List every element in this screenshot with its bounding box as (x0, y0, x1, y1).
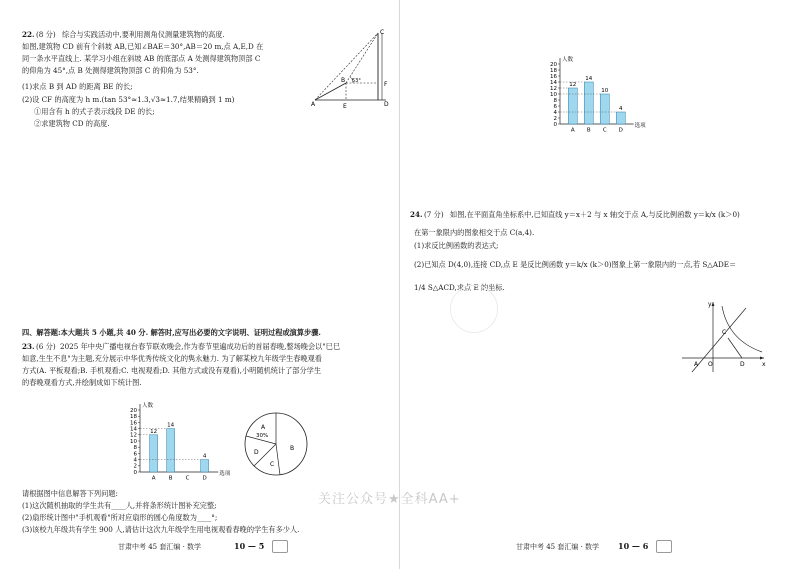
q23-number: 23. (22, 342, 35, 351)
q24-part1: (1)求反比例函数的表达式; (414, 241, 499, 250)
label-F: F (384, 81, 388, 88)
q23-part3: (3)该校九年级共有学生 900 人,请估计这次九年级学生用电视观看春晚的学生有多少人. (22, 525, 300, 534)
y-axis-label: 人数 (562, 57, 574, 63)
y-tick-label: 2 (133, 463, 137, 470)
x-axis-label: 选项 (219, 471, 231, 477)
y-tick-label: 16 (130, 420, 137, 427)
x-tick-label: C (185, 475, 190, 482)
y-tick-label: 20 (130, 407, 137, 414)
y-tick-label: 4 (133, 457, 137, 464)
q24-score: (7 分) (424, 210, 444, 219)
x-tick-label: C (602, 127, 607, 134)
label-D: D (384, 101, 389, 108)
q22-line-3: 同一条水平直线上. 某学习小组在斜坡 AB 的底部点 A 处测得建筑物顶部 C (22, 54, 261, 63)
y-tick-label: 10 (130, 438, 137, 445)
y-tick-label: 12 (550, 85, 557, 92)
data-label-B: 14 (167, 422, 175, 429)
y-tick-label: 0 (133, 469, 137, 476)
q23-part2: (2)扇形统计图中"手机观看"所对应扇形的圆心角度数为____°; (22, 513, 218, 522)
q22-line-4: 的仰角为 45°,点 B 处测得建筑物顶部 C 的仰角为 53°. (22, 66, 199, 75)
label-angle: 53° (352, 78, 361, 84)
x-tick-label: D (618, 127, 623, 134)
y-axis-label: 人数 (142, 403, 154, 409)
right-page (400, 0, 800, 569)
watermark-text: 关注公众号★全科AA+ (318, 492, 461, 507)
q24-part2-cont: 1/4 S△ACD,求点 E 的坐标. (414, 283, 505, 292)
q24-line-2: 在第一象限内的图象相交于点 C(a,4). (414, 228, 535, 237)
footer-left-logo (272, 540, 288, 553)
footer-left-page: 10 — 5 (234, 541, 265, 551)
graph-label-O: O (708, 361, 713, 368)
q22-part1: (1)求点 B 到 AD 的距离 BE 的长; (22, 82, 133, 91)
bar-A (568, 88, 577, 124)
q23-part1: (1)这次随机抽取的学生共有____人,并将条形统计图补充完整; (22, 501, 217, 510)
y-tick-label: 6 (133, 451, 137, 458)
bar-C (600, 94, 609, 124)
q22-line-1: 综合与实践活动中,要利用测角仪测量建筑物的高度. (62, 30, 225, 39)
pie-label-A: A (261, 424, 266, 431)
x-tick-label: A (570, 127, 575, 134)
q22-line-2: 如图,建筑物 CD 前有个斜坡 AB,已知∠BAE＝30°,AB＝20 m,点 A,E,D 在 (22, 42, 264, 51)
data-label-D: 4 (202, 453, 207, 460)
pie-label-B: B (290, 445, 295, 452)
data-label-D: 4 (619, 106, 623, 112)
q23-line-3: 方式(A. 平板观看;B. 手机观看;C. 电视观看;D. 其他方式或没有观看),小明随机统计了部分学生 (22, 366, 322, 375)
bar-B (167, 429, 175, 472)
label-C: C (380, 29, 385, 36)
q24-line-1: 如图,在平面直角坐标系中,已知直线 y＝x＋2 与 x 轴交于点 A,与反比例函数 y＝k/x (k＞0) (450, 210, 740, 219)
graph-label-D: D (740, 361, 745, 368)
y-tick-label: 4 (553, 109, 557, 116)
completed-bar-chart (542, 56, 646, 136)
label-A: A (311, 101, 316, 108)
y-tick-label: 8 (133, 445, 137, 452)
y-tick-label: 20 (550, 61, 557, 68)
q22-number: 22. (22, 30, 35, 39)
q23-score: (6 分) (36, 342, 56, 351)
x-tick-label: B (168, 475, 173, 482)
x-tick-label: D (202, 475, 207, 482)
section4-heading: 四、解答题:本大题共 5 小题,共 40 分. 解答时,应写出必要的文字说明、证明过程或演算步骤. (22, 328, 321, 337)
y-tick-label: 14 (130, 426, 137, 433)
y-tick-label: 10 (550, 91, 557, 98)
graph-label-x: x (762, 361, 766, 368)
data-label-B: 14 (585, 76, 593, 82)
y-tick-label: 12 (130, 432, 137, 439)
bar-B (584, 82, 593, 124)
y-tick-label: 2 (553, 115, 557, 122)
footer-left-title: 甘肃中考 45 套汇编 · 数学 (118, 543, 202, 551)
q23-bar-chart (118, 398, 238, 484)
y-tick-label: 0 (553, 121, 557, 128)
graph-label-A: A (694, 361, 699, 368)
graph-label-y: y (708, 301, 712, 308)
data-label-C: 10 (601, 88, 609, 94)
x-tick-label: B (586, 127, 591, 134)
y-tick-label: 14 (550, 79, 557, 86)
graph-label-C: C (722, 329, 727, 336)
q22-part2-1: ①用含有 h 的式子表示线段 DE 的长; (34, 107, 155, 116)
q24-number: 24. (410, 210, 423, 219)
q24-coordinate-graph (678, 300, 768, 376)
bar-D (201, 460, 209, 472)
data-label-A: 12 (569, 82, 577, 88)
footer-right-logo (656, 540, 672, 553)
q23-instruction: 请根据图中信息解答下列问题: (22, 489, 118, 498)
footer-right-title: 甘肃中考 45 套汇编 · 数学 (516, 543, 600, 551)
q22-part2-2: ②求建筑物 CD 的高度. (34, 119, 110, 128)
y-tick-label: 6 (553, 103, 557, 110)
q22-geometry-figure (310, 28, 396, 114)
q23-pie-chart (242, 410, 312, 480)
x-tick-label: A (151, 475, 156, 482)
q23-line-2: 如意,生生不息"为主题,充分展示中华优秀传统文化的隽永魅力. 为了解某校九年级学生春晚观看 (22, 354, 322, 363)
q23-line-1: 2025 年中央广播电视台春节联欢晚会,作为春节里遍成功后的首届春晚,整场晚会以"巳巳 (60, 342, 341, 351)
y-tick-label: 18 (130, 414, 137, 421)
faint-seal-watermark (450, 285, 498, 333)
pie-label-A-pct: 30% (256, 433, 269, 439)
pie-label-C: C (270, 461, 275, 468)
bar-D (616, 112, 625, 124)
footer-right-page: 10 — 6 (618, 541, 649, 551)
y-tick-label: 8 (553, 97, 557, 104)
data-label-A: 12 (150, 428, 158, 435)
y-tick-label: 16 (550, 73, 557, 80)
q22-score: (8 分) (36, 30, 56, 39)
x-axis-label: 选项 (634, 123, 646, 129)
y-tick-label: 18 (550, 67, 557, 74)
bar-A (150, 435, 158, 472)
label-B: B (341, 77, 346, 84)
q22-part2: (2)设 CF 的高度为 h m.(tan 53°≈1.3,√3≈1.7,结果精确到 1 m) (22, 95, 235, 104)
q24-part2: (2)已知点 D(4,0),连接 CD,点 E 是反比例函数 y＝k/x (k＞0)图象上第一象限内的一点,若 S△ADE＝ (414, 260, 737, 269)
q23-line-4: 的春晚观看方式,并绘制成如下统计图. (22, 378, 142, 387)
label-E: E (343, 103, 347, 110)
pie-label-D: D (254, 449, 259, 456)
